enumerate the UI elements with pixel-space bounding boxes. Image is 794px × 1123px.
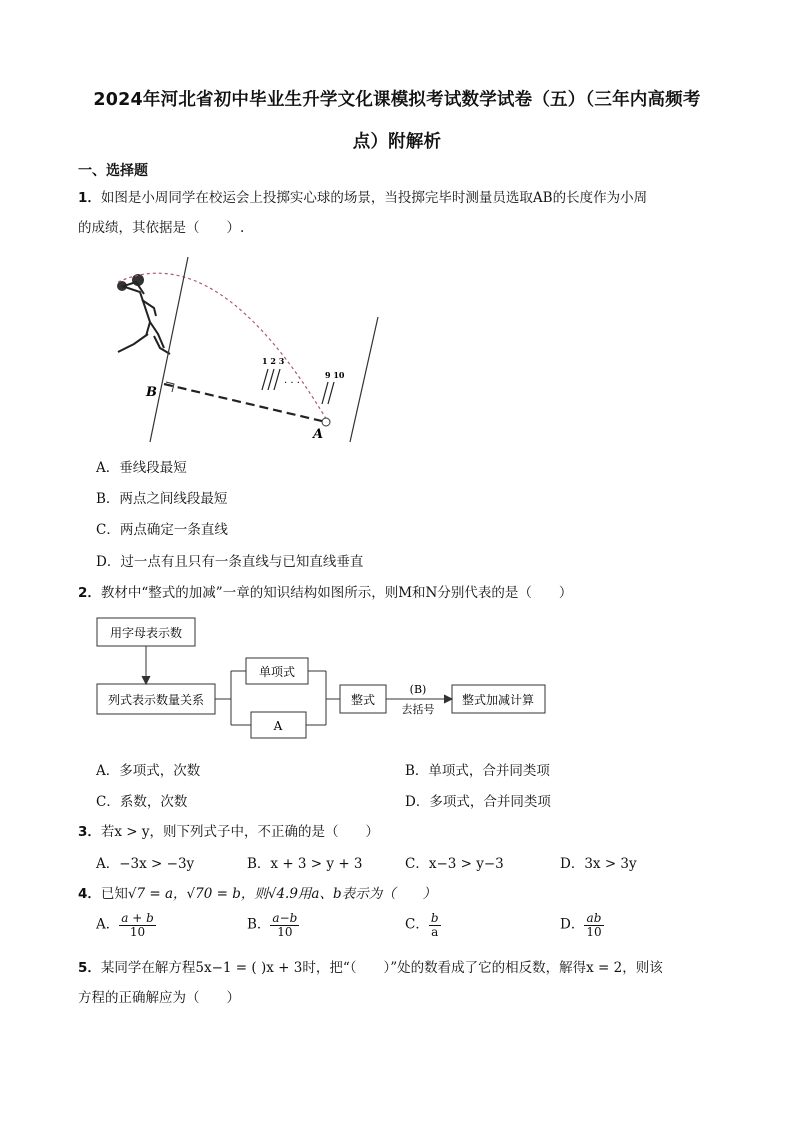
- box4-label: A: [273, 719, 283, 733]
- fraction-denominator: 10: [586, 924, 602, 939]
- question-1-line2: 的成绩，其依据是（ ）.: [78, 220, 245, 236]
- fraction-numerator: b: [430, 911, 439, 925]
- q2-option-a: A．多项式，次数: [96, 763, 201, 779]
- box2-label: 列式表示数量关系: [107, 693, 205, 707]
- question-2-line: [78, 581, 572, 601]
- boundary-line: [350, 317, 378, 442]
- fraction-denominator: a: [431, 924, 439, 939]
- option-fraction: [584, 912, 603, 938]
- fraction-denominator: 10: [277, 924, 293, 939]
- section-heading: 一、选择题: [78, 163, 148, 179]
- fraction-numerator: a + b: [121, 911, 154, 925]
- box5-label: 整式: [350, 693, 376, 707]
- question-text: 某同学在解方程5x−1 = ( )x + 3时，把“（ ）”处的数看成了它的相反数，解得x = 2，则该: [100, 960, 663, 976]
- question-5-line1: [78, 956, 663, 976]
- q4-option-c: [405, 912, 441, 938]
- q1-option-a: A．垂线段最短: [96, 460, 187, 476]
- athlete-illustration: [117, 274, 170, 354]
- marks-left-label: 1 2 3: [262, 356, 285, 366]
- q3-option-b: B．x + 3 > y + 3: [247, 856, 363, 872]
- q1-option-d: D．过一点有且只有一条直线与已知直线垂直: [96, 554, 364, 570]
- q4-option-d: [560, 912, 604, 938]
- question-number: 1．: [78, 190, 101, 206]
- point-a: [322, 418, 330, 426]
- q2-option-b: B．单项式，合并同类项: [405, 763, 550, 779]
- question-number: 5．: [78, 960, 101, 976]
- option-fraction: [429, 912, 441, 938]
- question-number: 4．: [78, 886, 101, 902]
- question-4-line: [78, 882, 436, 902]
- question-number: 2．: [78, 585, 101, 601]
- segment-ab: [164, 384, 326, 422]
- arrow-top-label: (B): [409, 683, 427, 696]
- box6-label: 整式加减计算: [461, 693, 535, 707]
- shot-put-figure: [88, 252, 388, 447]
- question-3-line: [78, 820, 379, 840]
- fraction-numerator: a−b: [272, 911, 298, 925]
- q3-option-d: D．3x > 3y: [560, 856, 637, 872]
- fraction-denominator: 10: [129, 924, 146, 939]
- q2-option-c: C．系数，次数: [96, 794, 188, 810]
- question-1-line1: [78, 186, 647, 206]
- option-label: B．: [247, 916, 271, 933]
- fraction-numerator: ab: [584, 912, 603, 926]
- box1-label: 用字母表示数: [109, 626, 183, 640]
- page-title-line2: 点）附解析: [352, 132, 442, 152]
- question-5-line2: 方程的正确解应为（ ）: [78, 990, 240, 1006]
- label-a: A: [313, 427, 324, 442]
- q1-option-b: B．两点之间线段最短: [96, 491, 228, 507]
- marks-dots: · · ·: [284, 378, 300, 389]
- question-text: 若x > y，则下列式子中，不正确的是（ ）: [100, 824, 380, 840]
- question-expression: √7 = a，√70 = b，则√4.9用a、b表示为（ ）: [127, 886, 437, 902]
- label-b: B: [146, 385, 157, 400]
- option-label: D．: [560, 916, 585, 933]
- option-fraction: [119, 912, 156, 938]
- q3-option-a: A．−3x > −3y: [96, 856, 195, 872]
- question-number: 3．: [78, 824, 101, 840]
- question-text: 如图是小周同学在校运会上投掷实心球的场景，当投掷完毕时测量员选取AB的长度作为小周: [100, 190, 648, 206]
- question-text: 教材中“整式的加减”一章的知识结构如图所示，则M和N分别代表的是（ ）: [100, 585, 573, 601]
- q4-option-b: [247, 912, 299, 938]
- knowledge-structure-chart: [94, 612, 554, 744]
- throwing-line: [150, 257, 188, 442]
- q2-option-d: D．多项式，合并同类项: [405, 794, 551, 810]
- marks-right-label: 9 10: [325, 370, 345, 380]
- option-fraction: [270, 912, 299, 938]
- arrow-bottom-label: 去括号: [401, 703, 435, 716]
- page-title-line1: 2024年河北省初中毕业生升学文化课模拟考试数学试卷（五）（三年内高频考: [93, 90, 701, 110]
- right-angle-mark: [166, 382, 174, 392]
- question-text-pre: 已知: [100, 886, 128, 902]
- q1-option-c: C．两点确定一条直线: [96, 522, 228, 538]
- option-label: A．: [96, 916, 120, 933]
- box3-label: 单项式: [258, 665, 296, 679]
- q4-option-a: [96, 912, 156, 938]
- option-label: C．: [405, 916, 429, 933]
- q3-option-c: C．x−3 > y−3: [405, 856, 504, 872]
